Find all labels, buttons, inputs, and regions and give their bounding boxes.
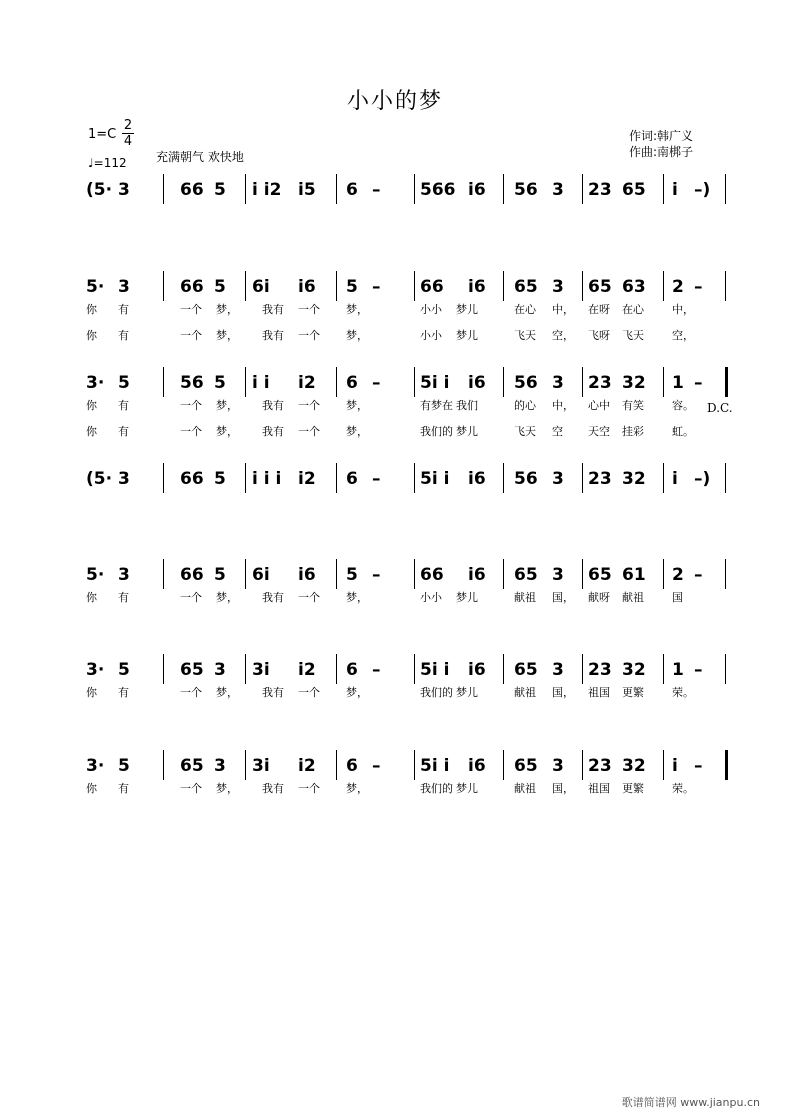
note-group: – (372, 469, 381, 489)
bar-line (163, 559, 164, 589)
lyric-word: 我有 (262, 425, 284, 438)
bar-line (725, 654, 726, 684)
bar-line (336, 174, 337, 204)
bar-line (663, 174, 664, 204)
note-group: 61 (622, 565, 646, 585)
note-group: 5 (118, 373, 130, 393)
lyric-word: 中， (672, 303, 694, 316)
tempo-marking (88, 156, 127, 170)
lyric-word: 献祖 (514, 782, 536, 795)
lyric-word: 你 (86, 591, 97, 604)
lyric-word: 我们的 (420, 425, 453, 438)
note-group: i2 (298, 756, 316, 776)
note-group: 5i i (420, 660, 450, 680)
note-group: 5i i (420, 756, 450, 776)
note-group: i5 (298, 180, 316, 200)
lyric-word: 有 (118, 329, 129, 342)
note-group: 5· (86, 277, 105, 297)
bar-line (414, 463, 415, 493)
lyric-word: 一个 (298, 591, 320, 604)
lyric-word: 梦儿 (456, 303, 478, 316)
note-group: i6 (468, 277, 486, 297)
lyric-word: 一个 (298, 425, 320, 438)
bar-line (245, 559, 246, 589)
note-group: 3 (552, 469, 564, 489)
lyric-word: 更繁 (622, 782, 644, 795)
note-group: i6 (468, 180, 486, 200)
lyric-word: 梦， (216, 686, 238, 699)
bar-line (663, 654, 664, 684)
note-group: 32 (622, 469, 646, 489)
lyric-word: 梦儿 (456, 329, 478, 342)
note-group: 63 (622, 277, 646, 297)
lyric-word: 梦， (346, 591, 368, 604)
note-group: 3 (552, 277, 564, 297)
note-group: 3i (252, 756, 270, 776)
note-group: – (694, 277, 703, 297)
note-group: i (672, 469, 678, 489)
note-group: 66 (180, 565, 204, 585)
note-group: 32 (622, 373, 646, 393)
note-group: 5 (214, 180, 226, 200)
lyric-word: 虹。 (672, 425, 694, 438)
bar-line (725, 750, 728, 780)
lyric-word: 我有 (262, 329, 284, 342)
note-group: – (372, 373, 381, 393)
note-group: 66 (180, 180, 204, 200)
lyric-word: 一个 (298, 686, 320, 699)
note-icon: ♩ (88, 156, 94, 170)
bar-line (336, 463, 337, 493)
lyric-word: 小小 (420, 329, 442, 342)
lyric-word: 天空 (588, 425, 610, 438)
lyric-word: 梦， (216, 425, 238, 438)
note-group: 5 (214, 373, 226, 393)
lyric-word: 我有 (262, 591, 284, 604)
lyric-word: 中， (552, 303, 574, 316)
lyric-word: 我有 (262, 782, 284, 795)
note-group: 6 (346, 373, 358, 393)
bar-line (163, 271, 164, 301)
note-group: 56 (514, 373, 538, 393)
note-group: 3 (552, 565, 564, 585)
note-group: 5 (214, 277, 226, 297)
note-group: 5i i (420, 373, 450, 393)
lyric-word: 梦， (216, 399, 238, 412)
lyric-word: 一个 (180, 686, 202, 699)
note-group: 5 (214, 469, 226, 489)
note-group: 5i i (420, 469, 450, 489)
note-group: 23 (588, 756, 612, 776)
lyric-word: 心中 (588, 399, 610, 412)
lyric-word: 梦， (216, 782, 238, 795)
note-group: 23 (588, 660, 612, 680)
note-group: 3· (86, 660, 105, 680)
bar-line (336, 559, 337, 589)
note-group: 65 (514, 660, 538, 680)
bar-line (414, 367, 415, 397)
note-group: 6 (346, 660, 358, 680)
lyric-word: 国， (552, 686, 574, 699)
note-group: 3 (552, 373, 564, 393)
bar-line (663, 271, 664, 301)
lyric-word: 有 (118, 425, 129, 438)
lyric-word: 有 (118, 782, 129, 795)
bar-line (503, 750, 504, 780)
note-group: 32 (622, 660, 646, 680)
lyric-word: 一个 (180, 303, 202, 316)
lyric-word: 你 (86, 425, 97, 438)
note-group: 66 (180, 277, 204, 297)
note-group: 56 (180, 373, 204, 393)
lyric-word: 荣。 (672, 782, 694, 795)
lyric-word: 有 (118, 591, 129, 604)
tempo-value: =112 (93, 156, 127, 170)
note-group: i i i (252, 469, 282, 489)
note-group: 5 (346, 277, 358, 297)
lyric-word: 有 (118, 303, 129, 316)
lyric-word: 一个 (298, 782, 320, 795)
note-group: i6 (468, 756, 486, 776)
bar-line (503, 367, 504, 397)
note-group: 5 (118, 660, 130, 680)
note-group: 5 (214, 565, 226, 585)
bar-line (414, 174, 415, 204)
note-group: 56 (514, 469, 538, 489)
note-group: 3 (552, 180, 564, 200)
lyric-word: 飞天 (514, 425, 536, 438)
lyric-word: 一个 (180, 399, 202, 412)
note-group: 65 (514, 756, 538, 776)
lyric-word: 你 (86, 686, 97, 699)
note-group: – (694, 660, 703, 680)
note-group: – (372, 565, 381, 585)
note-group: 3· (86, 373, 105, 393)
bar-line (725, 367, 728, 397)
lyric-word: 你 (86, 303, 97, 316)
lyric-word: 飞天 (514, 329, 536, 342)
lyric-word: 我有 (262, 303, 284, 316)
note-group: 6 (346, 756, 358, 776)
note-group: 23 (588, 469, 612, 489)
lyric-word: 容。 (672, 399, 694, 412)
note-group: 6i (252, 565, 270, 585)
lyric-word: 我们的 (420, 782, 453, 795)
song-title: 小小的梦 (346, 89, 443, 114)
lyric-word: 献祖 (514, 591, 536, 604)
lyric-word: 飞天 (622, 329, 644, 342)
lyric-word: 空， (552, 329, 574, 342)
note-group: – (372, 180, 381, 200)
time-bottom: 4 (123, 134, 133, 149)
lyric-word: 献祖 (622, 591, 644, 604)
bar-line (336, 654, 337, 684)
note-group: i2 (298, 469, 316, 489)
lyric-word: 一个 (180, 591, 202, 604)
note-group: i i (252, 373, 270, 393)
lyric-word: 梦， (346, 782, 368, 795)
bar-line (163, 750, 164, 780)
lyric-word: 一个 (298, 329, 320, 342)
note-group: i6 (468, 373, 486, 393)
lyric-word: 国 (672, 591, 683, 604)
bar-line (414, 654, 415, 684)
note-group: – (372, 756, 381, 776)
lyric-word: 梦， (346, 399, 368, 412)
bar-line (163, 463, 164, 493)
bar-line (582, 750, 583, 780)
note-group: 65 (588, 565, 612, 585)
note-group: – (694, 373, 703, 393)
bar-line (725, 271, 726, 301)
time-top: 2 (123, 118, 133, 133)
note-group: 5· (86, 565, 105, 585)
note-group: i6 (298, 277, 316, 297)
bar-line (663, 559, 664, 589)
note-group: – (372, 277, 381, 297)
bar-line (414, 750, 415, 780)
lyric-word: 一个 (180, 782, 202, 795)
lyric-word: 挂彩 (622, 425, 644, 438)
note-group: –) (694, 180, 711, 200)
lyric-word: 梦， (346, 425, 368, 438)
note-group: 6i (252, 277, 270, 297)
bar-line (163, 367, 164, 397)
bar-line (582, 654, 583, 684)
lyric-word: 祖国 (588, 686, 610, 699)
lyric-word: 一个 (298, 399, 320, 412)
bar-line (663, 750, 664, 780)
composer: 作曲:南梆子 (629, 145, 694, 159)
bar-line (336, 367, 337, 397)
lyric-word: 空 (552, 425, 563, 438)
lyric-word: 有笑 (622, 399, 644, 412)
bar-line (725, 559, 726, 589)
lyric-word: 有 (118, 399, 129, 412)
lyric-word: 梦， (346, 686, 368, 699)
note-group: 6 (346, 469, 358, 489)
bar-line (503, 174, 504, 204)
lyric-word: 在心 (622, 303, 644, 316)
lyric-word: 梦儿 (456, 425, 478, 438)
note-group: 66 (180, 469, 204, 489)
bar-line (245, 174, 246, 204)
lyric-word: 梦， (346, 303, 368, 316)
note-group: i6 (468, 660, 486, 680)
note-group: 1 (672, 373, 684, 393)
bar-line (414, 559, 415, 589)
note-group: 2 (672, 277, 684, 297)
note-group: 65 (514, 565, 538, 585)
bar-line (582, 271, 583, 301)
lyric-word: 国， (552, 591, 574, 604)
lyricist: 作词:韩广义 (629, 129, 694, 143)
bar-line (245, 367, 246, 397)
lyric-word: 更繁 (622, 686, 644, 699)
note-group: 3 (118, 277, 130, 297)
bar-line (503, 271, 504, 301)
note-group: 3 (214, 756, 226, 776)
note-group: 1 (672, 660, 684, 680)
bar-line (414, 271, 415, 301)
bar-line (663, 463, 664, 493)
lyric-word: 有梦在 (420, 399, 453, 412)
note-group: 32 (622, 756, 646, 776)
bar-line (663, 367, 664, 397)
bar-line (163, 174, 164, 204)
note-group: 3 (552, 756, 564, 776)
bar-line (503, 559, 504, 589)
lyric-word: 国， (552, 782, 574, 795)
note-group: i2 (298, 373, 316, 393)
note-group: (5· (86, 469, 113, 489)
note-group: 2 (672, 565, 684, 585)
lyric-word: 荣。 (672, 686, 694, 699)
note-group: 65 (588, 277, 612, 297)
note-group: 3 (118, 180, 130, 200)
lyric-word: 在心 (514, 303, 536, 316)
note-group: 3 (214, 660, 226, 680)
note-group: 3 (118, 565, 130, 585)
note-group: i6 (468, 565, 486, 585)
bar-line (725, 463, 726, 493)
bar-line (245, 750, 246, 780)
note-group: i (672, 180, 678, 200)
dc-marking: D.C. (707, 401, 733, 415)
bar-line (336, 750, 337, 780)
lyric-word: 祖国 (588, 782, 610, 795)
lyric-word: 我有 (262, 686, 284, 699)
note-group: 3· (86, 756, 105, 776)
note-group: 3i (252, 660, 270, 680)
lyric-word: 你 (86, 329, 97, 342)
lyric-word: 梦， (216, 591, 238, 604)
note-group: 66 (420, 565, 444, 585)
note-group: i i2 (252, 180, 282, 200)
bar-line (503, 463, 504, 493)
lyric-word: 中， (552, 399, 574, 412)
bar-line (582, 367, 583, 397)
note-group: 23 (588, 180, 612, 200)
bar-line (163, 654, 164, 684)
credits (629, 128, 693, 160)
note-group: 5 (118, 756, 130, 776)
lyric-word: 梦儿 (456, 686, 478, 699)
note-group: 6 (346, 180, 358, 200)
lyric-word: 我们的 (420, 686, 453, 699)
bar-line (336, 271, 337, 301)
note-group: i (672, 756, 678, 776)
bar-line (245, 654, 246, 684)
note-group: 3 (552, 660, 564, 680)
site-watermark: 歌谱简谱网 www.jianpu.cn (621, 1096, 760, 1109)
note-group: – (694, 756, 703, 776)
note-group: 566 (420, 180, 456, 200)
lyric-word: 献呀 (588, 591, 610, 604)
note-group: 65 (622, 180, 646, 200)
lyric-word: 献祖 (514, 686, 536, 699)
lyric-word: 有 (118, 686, 129, 699)
lyric-word: 小小 (420, 591, 442, 604)
bar-line (582, 174, 583, 204)
key-signature: 1=C (88, 127, 117, 142)
note-group: 3 (118, 469, 130, 489)
bar-line (725, 174, 726, 204)
time-signature (122, 118, 134, 149)
lyric-word: 你 (86, 399, 97, 412)
bar-line (582, 463, 583, 493)
lyric-word: 空， (672, 329, 694, 342)
lyric-word: 飞呀 (588, 329, 610, 342)
lyric-word: 一个 (298, 303, 320, 316)
expression-marking: 充满朝气 欢快地 (156, 150, 244, 164)
note-group: i2 (298, 660, 316, 680)
lyric-word: 在呀 (588, 303, 610, 316)
lyric-word: 梦儿 (456, 782, 478, 795)
note-group: i6 (468, 469, 486, 489)
lyric-word: 我有 (262, 399, 284, 412)
lyric-word: 梦， (346, 329, 368, 342)
bar-line (245, 463, 246, 493)
note-group: 56 (514, 180, 538, 200)
note-group: 5 (346, 565, 358, 585)
lyric-word: 梦， (216, 329, 238, 342)
lyric-word: 你 (86, 782, 97, 795)
note-group: 23 (588, 373, 612, 393)
lyric-word: 梦儿 (456, 591, 478, 604)
lyric-word: 我们 (456, 399, 478, 412)
lyric-word: 的心 (514, 399, 536, 412)
bar-line (503, 654, 504, 684)
bar-line (582, 559, 583, 589)
note-group: 65 (180, 756, 204, 776)
note-group: 65 (514, 277, 538, 297)
note-group: (5· (86, 180, 113, 200)
note-group: i6 (298, 565, 316, 585)
lyric-word: 梦， (216, 303, 238, 316)
note-group: –) (694, 469, 711, 489)
lyric-word: 一个 (180, 329, 202, 342)
note-group: – (372, 660, 381, 680)
note-group: – (694, 565, 703, 585)
note-group: 65 (180, 660, 204, 680)
lyric-word: 小小 (420, 303, 442, 316)
note-group: 66 (420, 277, 444, 297)
bar-line (245, 271, 246, 301)
lyric-word: 一个 (180, 425, 202, 438)
